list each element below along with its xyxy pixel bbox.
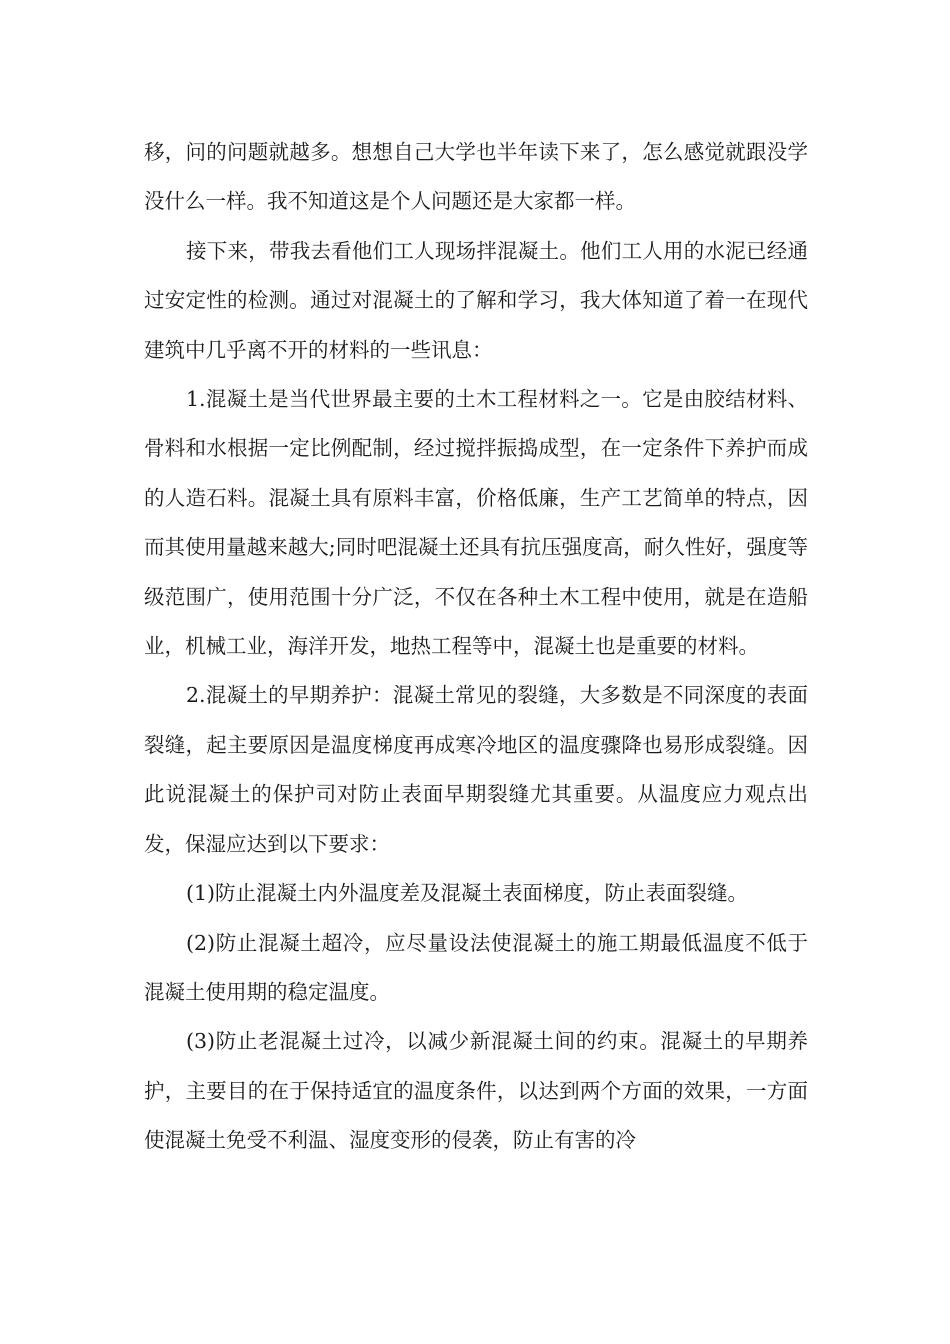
paragraph-requirement-2: (2)防止混凝土超冷，应尽量设法使混凝土的施工期最低温度不低于混凝土使用期的稳定温度。 — [144, 930, 808, 1004]
paragraph-point-1: 1.混凝土是当代世界最主要的土木工程材料之一。它是由胶结材料、骨料和水根据一定比例配制，经过搅拌振捣成型，在一定条件下养护而成的人造石料。混凝土具有原料丰富，价格低廉，生产工艺简单的特点，因而其使用量越来越大;同时吧混凝土还具有抗压强度高，耐久性好，强度等级范围广，使用范围十分广泛，不仅在各种土木工程中使用，就是在造船业，机械工业，海洋开发，地热工程等中，混凝土也是重要的材料。 — [144, 387, 808, 659]
paragraph-requirement-1: (1)防止混凝土内外温度差及混凝土表面梯度，防止表面裂缝。 — [186, 881, 749, 906]
paragraph-continuation: 移，问的问题就越多。想想自己大学也半年读下来了，怎么感觉就跟没学没什么一样。我不知道这是个人问题还是大家都一样。 — [144, 140, 808, 214]
paragraph-requirement-3: (3)防止老混凝土过冷，以减少新混凝土间的约束。混凝土的早期养护，主要目的在于保持适宜的温度条件，以达到两个方面的效果，一方面使混凝土免受不利温、湿度变形的侵袭，防止有害的冷 — [144, 1029, 808, 1153]
document-page — [144, 128, 808, 1166]
paragraph-intro: 接下来，带我去看他们工人现场拌混凝土。他们工人用的水泥已经通过安定性的检测。通过对混凝土的了解和学习，我大体知道了着一在现代建筑中几乎离不开的材料的一些讯息： — [144, 238, 808, 362]
paragraph-point-2: 2.混凝土的早期养护：混凝土常见的裂缝，大多数是不同深度的表面裂缝，起主要原因是温度梯度再成寒冷地区的温度骤降也易形成裂缝。因此说混凝土的保护司对防止表面早期裂缝尤其重要。从温度应力观点出发，保湿应达到以下要求： — [144, 683, 808, 856]
